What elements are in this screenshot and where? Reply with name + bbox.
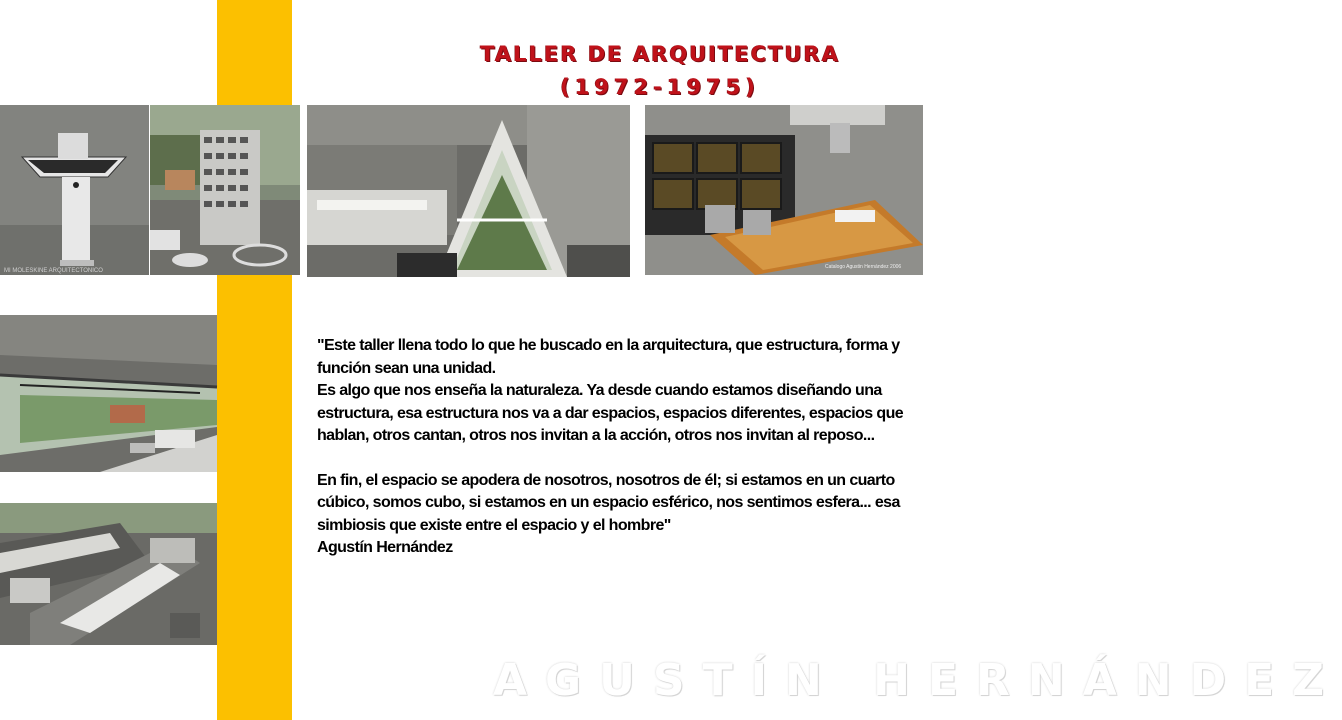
watermark-name: AGUSTÍN HERNÁNDEZ (493, 655, 1342, 706)
photo-caption-moleskine: MI MOLESKINE ARQUITECTONICO (4, 268, 103, 274)
quote-paragraph-1: "Este taller llena todo lo que he buscado en la arquitectura, que estructura, forma y función sean una unidad. (317, 337, 900, 377)
slide-title (440, 38, 880, 104)
title-line-1: TALLER DE ARQUITECTURA (480, 42, 840, 66)
photo-model-concrete (0, 105, 149, 275)
quote-author: Agustín Hernández (317, 539, 453, 556)
photo-triangle-window (307, 105, 630, 277)
architect-quote (317, 335, 947, 560)
title-years: (1972-1975) (560, 75, 760, 99)
quote-paragraph-3: En fin, el espacio se apodera de nosotros, nosotros de él; si estamos en un cuarto cúbico, somos cubo, si estamos en un espacio esférico, nos sentimos esfera... esa simbiosis que existe entre el espacio y el hombre" (317, 471, 900, 534)
photo-conference-room (645, 105, 923, 275)
photo-caption-catalogo: Catalogo Agustin Hernández 2006 (825, 264, 902, 270)
photo-studio-above (0, 503, 217, 645)
quote-paragraph-2: Es algo que nos enseña la naturaleza. Ya desde cuando estamos diseñando una estructura, esa estructura nos va a dar espacios, espacios diferentes, espacios que hablan, otros cantan, otros nos invitan a la acción, otros nos invitan al reposo... (317, 382, 904, 444)
photo-long-window (0, 315, 217, 472)
photo-tower-model (150, 105, 300, 275)
